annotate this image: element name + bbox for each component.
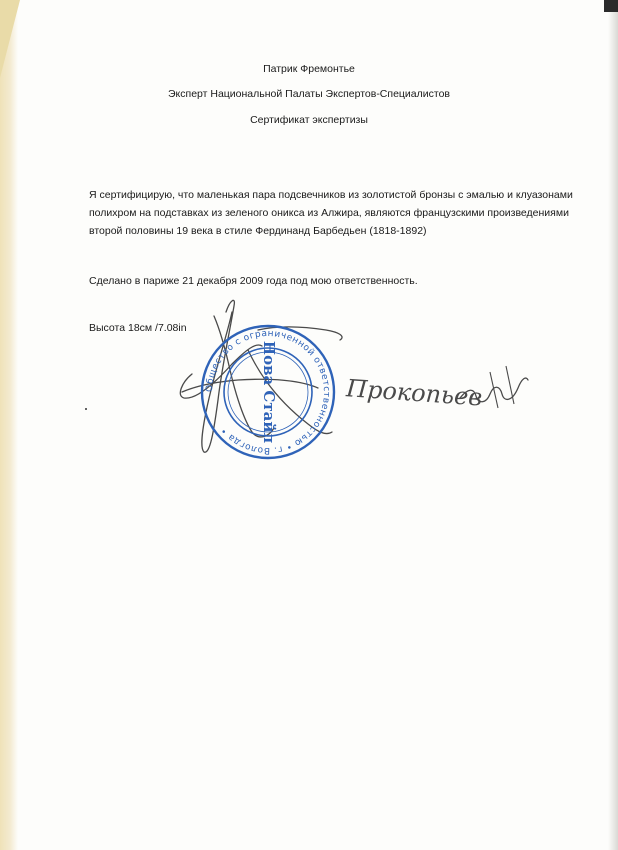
signature-stroke [490,372,498,408]
made-statement: Сделано в париже 21 декабря 2009 года под мою ответственность. [89,275,418,287]
handwritten-signature [344,366,528,412]
company-stamp [202,326,334,458]
certification-paragraph: Я сертифицирую, что маленькая пара подсвечников из золотистой бронзы с эмалью и клуазонами полихром на подставках из зеленого оникса из Алжира, являются французскими произведениями второй половины 19 века в стиле Фердинанд Барбедьен (1818-1892) [89,189,573,237]
stamp-center-text: Нова Стайл [260,340,278,444]
expert-name: Патрик Фремонтье [263,63,355,75]
signature-handwriting: Прокопьев [345,374,484,412]
stamp-ring-text: Общество с ограниченной ответственностью • г. Вологда • [204,328,332,456]
expert-position: Эксперт Национальной Палаты Экспертов-Специалистов [168,88,450,100]
height-line: Высота 18см /7.08in [89,322,187,334]
document-title: Сертификат экспертизы [250,114,368,126]
